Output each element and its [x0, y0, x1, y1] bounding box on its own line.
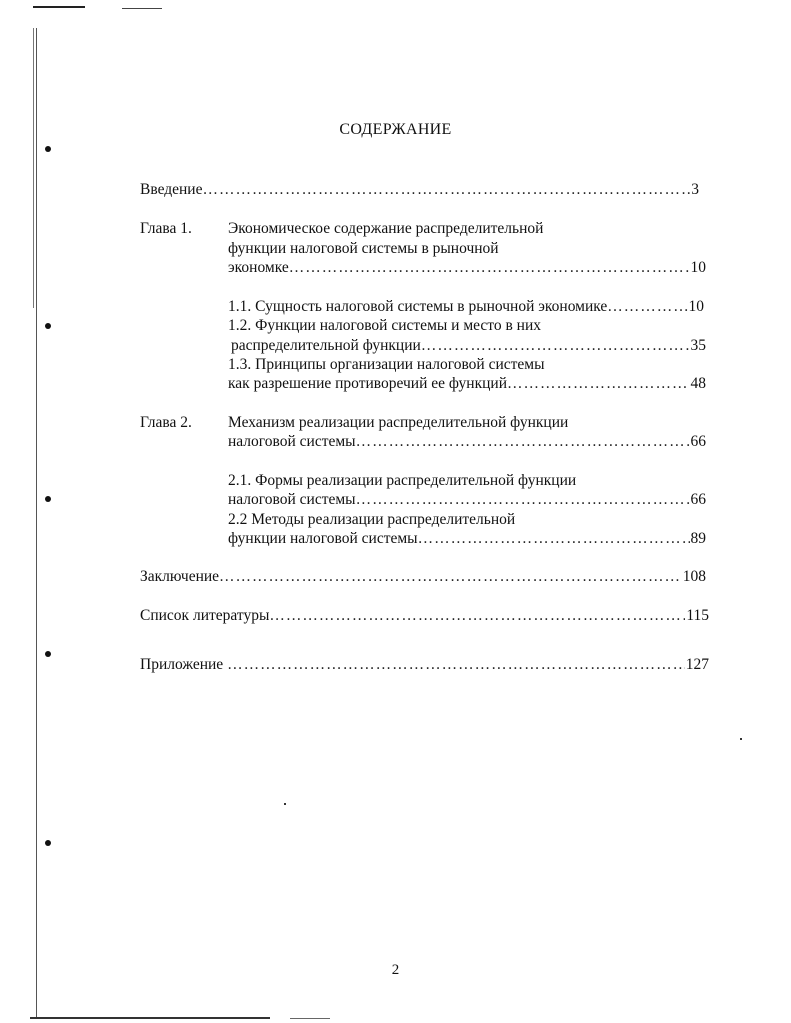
toc-entry-references[interactable] [140, 606, 709, 626]
toc-page-number: 89 [690, 530, 706, 547]
section-1-3-title-line: 1.3. Принципы организации налоговой системы [228, 356, 545, 373]
toc-entry-label: налоговой системы [228, 491, 356, 508]
chapter-2-title-line: Механизм реализации распределительной функции [228, 414, 569, 431]
toc-page-number: 48 [690, 375, 706, 392]
toc-page-number: 66 [690, 491, 706, 508]
leader-dots [356, 490, 690, 510]
scan-artifact-line [33, 6, 85, 8]
toc-page-number: 3 [691, 181, 699, 198]
chapter-1-number: Глава 1. [140, 220, 192, 237]
toc-entry-label: Список литературы [140, 607, 270, 624]
chapter-2-number: Глава 2. [140, 414, 192, 431]
leader-dots [356, 432, 690, 452]
leader-dots [289, 258, 690, 278]
toc-page-number: 127 [685, 656, 709, 673]
toc-entry-intro[interactable] [140, 180, 699, 200]
binding-hole-mark [45, 496, 51, 502]
toc-title: СОДЕРЖАНИЕ [339, 121, 452, 138]
toc-entry-label: распределительной функции [231, 337, 421, 354]
chapter-1-title-line: Экономическое содержание распределительной [228, 220, 544, 237]
left-margin-rule [33, 28, 34, 308]
toc-entry-label: Введение [140, 181, 203, 198]
toc-page-number: 66 [690, 433, 706, 450]
leader-dots [607, 297, 687, 317]
toc-entry-appendix[interactable] [140, 655, 709, 675]
toc-entry-section-1-1[interactable] [228, 297, 704, 317]
toc-entry-chapter-2[interactable] [228, 432, 706, 452]
toc-page-number: 108 [682, 568, 706, 585]
bottom-scan-rule [30, 1017, 270, 1019]
toc-page-number: 35 [690, 337, 706, 354]
toc-entry-label: экономке [228, 259, 289, 276]
leader-dots [227, 655, 685, 675]
page-number: 2 [391, 962, 400, 978]
chapter-1-title-line: функции налоговой системы в рыночной [228, 240, 499, 257]
binding-hole-mark [45, 651, 51, 657]
toc-entry-section-1-2[interactable] [231, 336, 706, 356]
leader-dots [418, 529, 690, 549]
leader-dots [219, 567, 682, 587]
toc-entry-section-2-1[interactable] [228, 490, 706, 510]
toc-entry-conclusion[interactable] [140, 567, 706, 587]
leader-dots [421, 336, 690, 356]
toc-entry-label: Приложение [140, 656, 228, 673]
scan-speck [284, 803, 286, 805]
scan-speck [740, 738, 742, 740]
toc-entry-label: Заключение [140, 568, 220, 585]
scan-artifact-line [122, 8, 162, 9]
bottom-scan-rule [290, 1018, 330, 1019]
toc-entry-section-2-2[interactable] [228, 529, 706, 549]
section-1-2-title-line: 1.2. Функции налоговой системы и место в них [228, 317, 542, 334]
leader-dots [269, 606, 685, 626]
toc-page-number: 115 [686, 607, 709, 624]
toc-entry-section-1-3[interactable] [228, 374, 706, 394]
toc-page-number: 10 [688, 298, 704, 315]
toc-entry-label: как разрешение противоречий ее функций [228, 375, 507, 392]
toc-entry-label: функции налоговой системы [228, 530, 418, 547]
section-2-1-title-line: 2.1. Формы реализации распределительной функции [228, 472, 577, 489]
leader-dots [507, 374, 690, 394]
leader-dots [202, 180, 690, 200]
left-margin-rule [36, 28, 37, 1018]
toc-entry-chapter-1[interactable] [228, 258, 706, 278]
binding-hole-mark [45, 323, 51, 329]
binding-hole-mark [45, 840, 51, 846]
section-2-2-title-line: 2.2 Методы реализации распределительной [228, 511, 516, 528]
toc-entry-label: 1.1. Сущность налоговой системы в рыночной экономике [228, 298, 608, 315]
toc-page-number: 10 [690, 259, 706, 276]
toc-entry-label: налоговой системы [228, 433, 356, 450]
binding-hole-mark [45, 146, 51, 152]
